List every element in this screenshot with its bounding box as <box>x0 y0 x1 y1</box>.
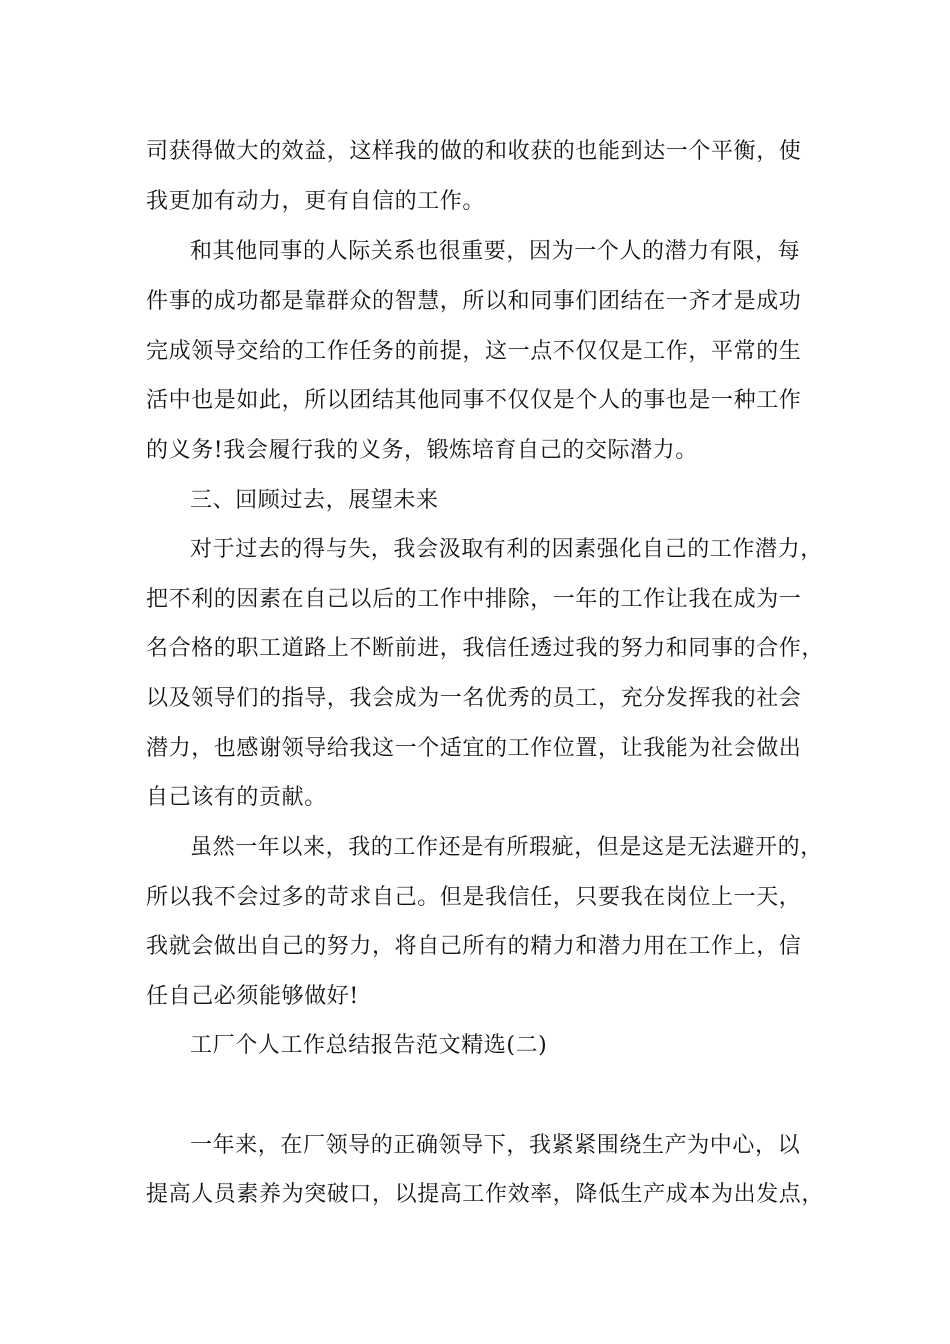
text-line: 司获得做大的效益，这样我的做的和收获的也能到达一个平衡，使 <box>146 139 802 164</box>
text-line: 任自己必须能够做好! <box>146 984 359 1009</box>
text-line: 的义务!我会履行我的义务，锻炼培育自己的交际潜力。 <box>146 438 698 463</box>
paragraph-start-line: 和其他同事的人际关系也很重要，因为一个人的潜力有限，每 <box>190 239 801 264</box>
text-line: 我更加有动力，更有自信的工作。 <box>146 189 486 214</box>
text-line: 把不利的因素在自己以后的工作中排除，一年的工作让我在成为一 <box>146 587 802 612</box>
text-line: 潜力，也感谢领导给我这一个适宜的工作位置，让我能为社会做出 <box>146 736 802 761</box>
text-line: 名合格的职工道路上不断前进，我信任透过我的努力和同事的合作， <box>146 636 825 661</box>
text-line: 我就会做出自己的努力，将自己所有的精力和潜力用在工作上，信 <box>146 934 802 959</box>
text-line: 提高人员素养为突破口，以提高工作效率，降低生产成本为出发点， <box>146 1182 825 1207</box>
text-line: 活中也是如此，所以团结其他同事不仅仅是个人的事也是一种工作 <box>146 388 802 413</box>
paragraph-start-line: 虽然一年以来，我的工作还是有所瑕疵，但是这是无法避开的， <box>190 835 823 860</box>
text-line: 所以我不会过多的苛求自己。但是我信任，只要我在岗位上一天， <box>146 885 802 910</box>
section-heading: 三、回顾过去，展望未来 <box>190 488 439 513</box>
paragraph-start-line: 一年来，在厂领导的正确领导下，我紧紧围绕生产为中心，以 <box>190 1133 801 1158</box>
article-title: 工厂个人工作总结报告范文精选(二) <box>190 1033 548 1058</box>
text-line: 自己该有的贡献。 <box>146 785 327 810</box>
text-line: 件事的成功都是靠群众的智慧，所以和同事们团结在一齐才是成功 <box>146 289 802 314</box>
text-line: 完成领导交给的工作任务的前提，这一点不仅仅是工作，平常的生 <box>146 339 802 364</box>
paragraph-start-line: 对于过去的得与失，我会汲取有利的因素强化自己的工作潜力， <box>190 537 823 562</box>
text-line: 以及领导们的指导，我会成为一名优秀的员工，充分发挥我的社会 <box>146 686 802 711</box>
